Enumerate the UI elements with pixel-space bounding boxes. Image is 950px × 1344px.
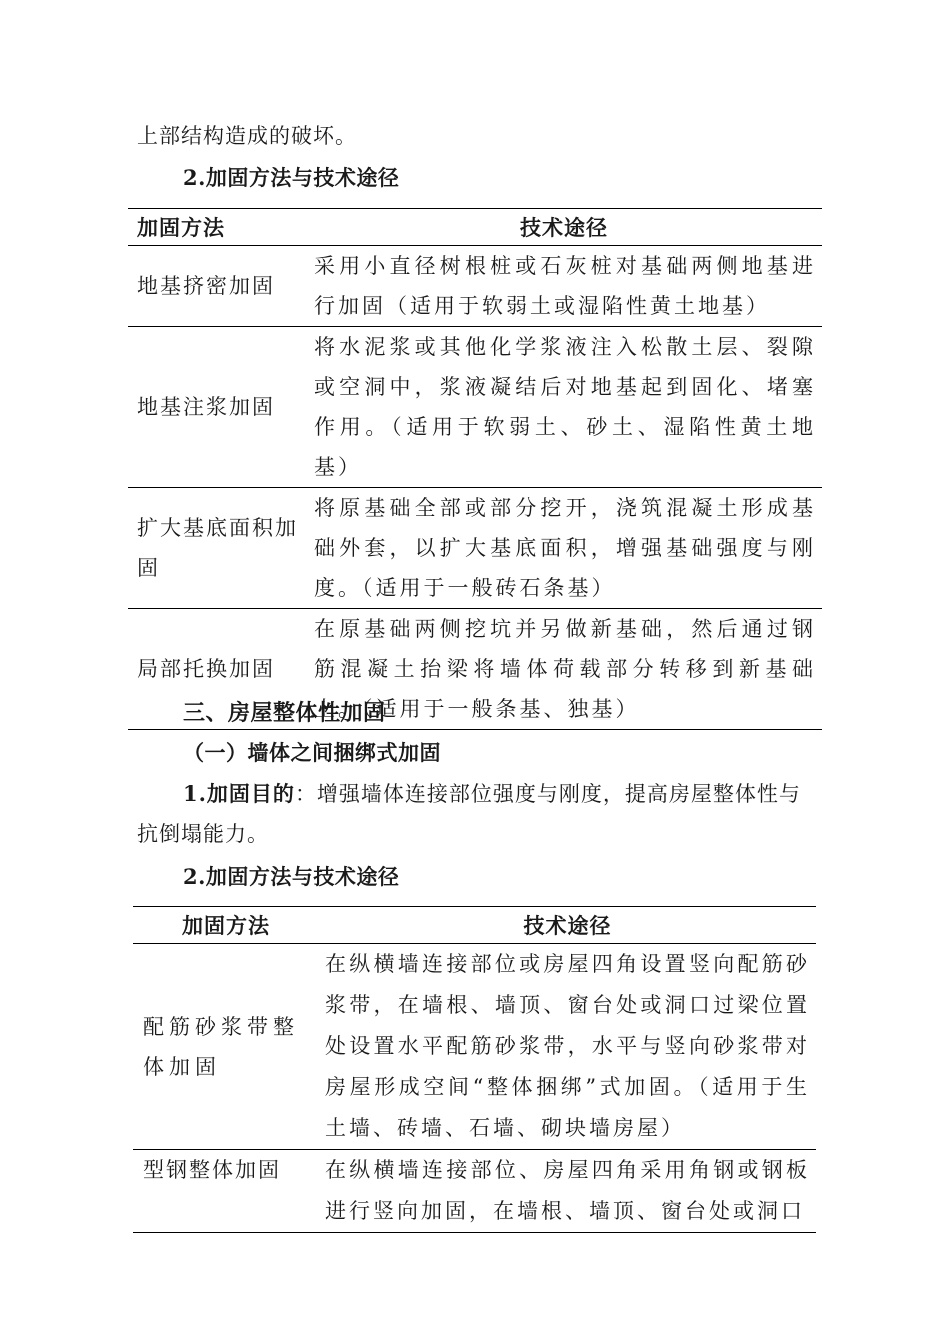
table-header-row — [133, 907, 816, 944]
intro-line: 上部结构造成的破坏。 — [137, 124, 357, 148]
purpose-label: 1.加固目的 — [183, 781, 295, 806]
section-three-title: 三、房屋整体性加固 — [183, 700, 386, 726]
method-cell: 地基注浆加固 — [128, 327, 306, 488]
approach-cell: 在纵横墙连接部位、房屋四角采用角钢或钢板进行竖向加固，在墙根、墙顶、窗台处或洞口 — [319, 1150, 816, 1233]
table-row — [128, 246, 822, 327]
method-cell: 扩大基底面积加固 — [128, 488, 306, 609]
table-header-row — [128, 209, 822, 246]
approach-cell: 采用小直径树根桩或石灰桩对基础两侧地基进行加固（适用于软弱土或湿陷性黄土地基） — [306, 246, 822, 327]
method-cell: 型钢整体加固 — [133, 1150, 319, 1233]
integrity-reinforcement-table — [133, 906, 816, 1233]
table-header-approach: 技术途径 — [520, 215, 608, 240]
purpose-paragraph — [137, 774, 817, 854]
table-header-method: 加固方法 — [182, 913, 270, 938]
section-a-methods-heading: 2.加固方法与技术途径 — [183, 165, 400, 190]
foundation-reinforcement-table — [128, 208, 822, 730]
approach-cell: 将水泥浆或其他化学浆液注入松散土层、裂隙或空洞中，浆液凝结后对地基起到固化、堵塞作用。（适用于软弱土、砂土、湿陷性黄土地基） — [306, 327, 822, 488]
method-cell: 配筋砂浆带整体加固 — [133, 944, 319, 1150]
approach-cell: 在纵横墙连接部位或房屋四角设置竖向配筋砂浆带，在墙根、墙顶、窗台处或洞口过梁位置处设置水平配筋砂浆带，水平与竖向砂浆带对房屋形成空间“整体捆绑”式加固。（适用于生土墙、砖墙、石墙、砌块墙房屋） — [319, 944, 816, 1150]
table-header-method: 加固方法 — [137, 215, 225, 240]
table-row — [128, 488, 822, 609]
method-cell: 局部托换加固 — [128, 609, 306, 730]
purpose-text: ：增强墙体连接部位强度与刚度，提高房屋整体性与抗倒塌能力。 — [137, 782, 801, 846]
table-row — [128, 327, 822, 488]
table-row — [133, 1150, 816, 1233]
approach-cell: 在原基础两侧挖坑并另做新基础，然后通过钢筋混凝土抬梁将墙体荷载部分转移到新基础上。（适用于一般条基、独基） — [306, 609, 822, 730]
section-three-subtitle: （一）墙体之间捆绑式加固 — [183, 740, 441, 765]
approach-cell: 将原基础全部或部分挖开，浇筑混凝土形成基础外套，以扩大基底面积，增强基础强度与刚度。（适用于一般砖石条基） — [306, 488, 822, 609]
section-three-methods-heading: 2.加固方法与技术途径 — [183, 864, 400, 889]
table-header-approach: 技术途径 — [523, 913, 612, 938]
table-row — [133, 944, 816, 1150]
method-cell: 地基挤密加固 — [128, 246, 306, 327]
